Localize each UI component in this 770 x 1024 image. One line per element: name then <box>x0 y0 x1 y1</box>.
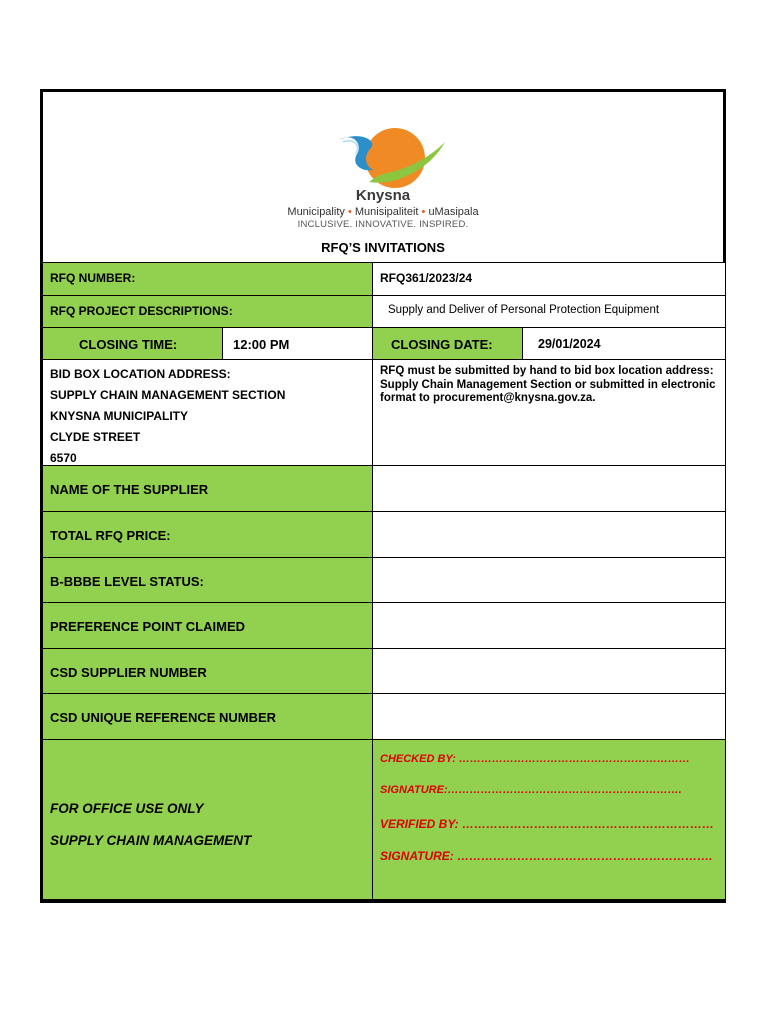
address-line-2: SUPPLY CHAIN MANAGEMENT SECTION <box>50 388 286 402</box>
rfq-number-value: RFQ361/2023/24 <box>373 262 726 296</box>
checked-by-line: CHECKED BY: ……………………………………………………… <box>380 753 690 765</box>
office-use-label: FOR OFFICE USE ONLY <box>50 801 204 816</box>
total-price-label: TOTAL RFQ PRICE: <box>43 512 373 558</box>
total-price-field[interactable] <box>373 512 726 558</box>
bbbee-level-field[interactable] <box>373 558 726 603</box>
brand-sub-1: Municipality <box>287 206 345 218</box>
supply-chain-label: SUPPLY CHAIN MANAGEMENT <box>50 833 252 848</box>
verified-by-line: VERIFIED BY: ……………………………………………………… <box>380 817 715 831</box>
project-description-value: Supply and Deliver of Personal Protection Equipment <box>373 296 726 328</box>
address-line-4: CLYDE STREET <box>50 430 141 444</box>
address-line-1: BID BOX LOCATION ADDRESS: <box>50 367 231 381</box>
signature-line-2: SIGNATURE: ………………………………………………………. <box>380 849 713 863</box>
csd-unique-reference-field[interactable] <box>373 694 726 740</box>
logo-area <box>43 92 723 242</box>
bid-box-address <box>43 360 373 466</box>
closing-date-label: CLOSING DATE: <box>373 328 523 360</box>
brand-sub-3: uMasipala <box>428 206 479 218</box>
address-line-5: 6570 <box>50 451 77 465</box>
closing-date-value: 29/01/2024 <box>523 328 726 360</box>
supplier-name-field[interactable] <box>373 466 726 512</box>
rfq-number-label: RFQ NUMBER: <box>43 262 373 296</box>
closing-time-value: 12:00 PM <box>223 328 373 360</box>
bbbee-level-label: B-BBBE LEVEL STATUS: <box>43 558 373 603</box>
csd-supplier-number-field[interactable] <box>373 649 726 694</box>
signature-line-1: SIGNATURE:………………………………………………………. <box>380 784 682 796</box>
brand-subtitle <box>43 206 723 218</box>
office-signatures <box>373 740 726 900</box>
supplier-name-label: NAME OF THE SUPPLIER <box>43 466 373 512</box>
rfq-form <box>40 89 726 903</box>
preference-point-label: PREFERENCE POINT CLAIMED <box>43 603 373 649</box>
office-use-section <box>43 740 373 900</box>
submission-note: RFQ must be submitted by hand to bid box location address: Supply Chain Management Section or submitted in electronic format to procurement@knysna.gov.za. <box>373 360 726 466</box>
preference-point-field[interactable] <box>373 603 726 649</box>
project-description-label: RFQ PROJECT DESCRIPTIONS: <box>43 296 373 328</box>
brand-sub-dot-2: • <box>421 206 426 218</box>
closing-time-label: CLOSING TIME: <box>43 328 223 360</box>
knysna-logo <box>333 124 453 194</box>
brand-tagline: INCLUSIVE. INNOVATIVE. INSPIRED. <box>297 219 469 230</box>
csd-unique-reference-label: CSD UNIQUE REFERENCE NUMBER <box>43 694 373 740</box>
page-title: RFQ’S INVITATIONS <box>321 240 445 255</box>
brand-sub-2: Munisipaliteit <box>354 206 419 218</box>
address-line-3: KNYSNA MUNICIPALITY <box>50 409 188 423</box>
csd-supplier-number-label: CSD SUPPLIER NUMBER <box>43 649 373 694</box>
brand-name: Knysna <box>355 187 411 204</box>
brand-sub-dot-1: • <box>347 206 352 218</box>
